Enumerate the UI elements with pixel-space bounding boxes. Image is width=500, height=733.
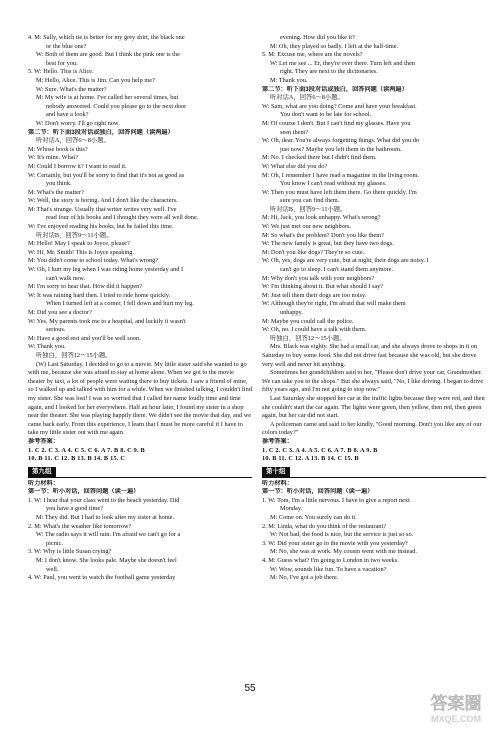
text-line: W: Hi, Mr. Smith! This is Joyce speaking.	[28, 248, 134, 256]
text-line: M: Oh, I remember I have read a magazine in the living room.	[262, 171, 420, 179]
text-line: 1. W: Tom, I'm a little nervous. I have to give a report next	[262, 496, 410, 504]
text-line: 2. M: Linda, what do you think of the restaurant?	[262, 522, 386, 530]
text-line: 听独白，回答12～15小题。	[270, 334, 346, 342]
text-paragraph: Sometimes her grandchildren said to her, "Please don't drive your car, Grandmother. We can take you to the shops." But she always said, "No, I like driving. I began to drive fifty years ago, and I'm not going to stop now."	[262, 369, 484, 394]
text-line: 听对话A，回答6～8小题。	[270, 94, 344, 102]
text-line: M: So what's the problem? Don't you like them?	[262, 231, 384, 239]
text-line: 10. B 11. C 12. A 13. B 14. C 15. B	[262, 455, 359, 463]
text-line: W: Sam, what are you doing? Come and have your breakfast.	[262, 102, 417, 110]
text-line: 5. W: Hello. This is Alice.	[28, 68, 94, 76]
text-line: 听力材料：	[28, 479, 59, 487]
text-line: well.	[46, 565, 59, 573]
text-line: sure you can find them.	[280, 197, 340, 205]
text-paragraph: Mrs. Black was eighty. She had a small car, and she always drove to shops in it on Saturday to buy some food. She did not drive fast because she was old, but she drove very well and never hit anything.	[262, 343, 478, 368]
text-line: M: Just tell them their dogs are too noisy.	[262, 291, 367, 299]
text-paragraph: Last Saturday she stopped her car at the traffic lights because they were red, and then she couldn't start the car again. The lights were green, then yellow, then red, then green again, but her car did not start.	[262, 394, 485, 420]
text-line: or the blue one?	[46, 42, 87, 50]
text-line: 2. M: What's the weather like tomorrow?	[28, 522, 132, 530]
text-line: M: I'm sorry to hear that. How did it happen?	[28, 283, 143, 291]
text-line: M: Maybe you could call the police.	[262, 317, 354, 325]
text-line: 第一节：听小对话，回答问题（读一遍）	[262, 488, 374, 496]
text-line: You don't want to be late for school.	[280, 111, 372, 119]
text-line: M: No, I've got a job there.	[270, 574, 339, 582]
text-line: W: Oh, I hurt my leg when I was riding home yesterday and I	[28, 266, 184, 274]
text-line: W: It's mine. What?	[28, 154, 79, 162]
text-line: read four of his books and I thought they were all well done.	[46, 214, 199, 222]
watermark-logo-icon	[418, 689, 494, 727]
text-line: M: Have a good rest and you'll be well soon.	[28, 334, 141, 342]
text-line: W: Oh, no. I could have a talk with them.	[262, 326, 367, 334]
text-line: 1. C 2. C 3. A 4. C 5. C 6. A 7. B 8. C 9. B	[28, 446, 145, 454]
text-line: 听对话B，回答9～11小题。	[36, 231, 113, 239]
text-line: right. They are next to the dictionaries.	[280, 68, 378, 76]
text-line: can't go to sleep. I can't stand them anymore.	[280, 266, 394, 274]
text-paragraph: A policeman came and said to her kindly, "Good morning. Don't you like any of our colors today?"	[262, 420, 482, 437]
text-line: W: Then you must have left them there. Go there quickly. I'm	[262, 188, 417, 196]
text-line: unhappy.	[280, 309, 303, 316]
text-line: 3. W: Did your sister go to the movie with you yesterday?	[262, 539, 408, 547]
text-line: W: Well, the story is boring. And I don't like the characters.	[28, 197, 178, 205]
text-line: M: Thank you.	[270, 76, 308, 84]
text-line: W: Oh, yes, dogs are very cute, but at night, their dogs are noisy. I	[262, 257, 429, 265]
text-line: You know I can't read without my glasses.	[280, 180, 387, 188]
text-line: W: Sure. What's the matter?	[36, 85, 107, 93]
text-line: M: Did you see a doctor?	[28, 309, 92, 316]
text-line: W: Wow, sounds like fun. To have a vacation?	[270, 565, 387, 573]
section-tag: 第九组	[28, 467, 56, 477]
watermark-logo	[418, 689, 494, 727]
text-line: M: You didn't come to school today. What's wrong?	[28, 257, 159, 265]
watermark-text: 答案圈	[430, 694, 482, 713]
left-column	[28, 34, 252, 583]
text-line: M: Whose book is this?	[28, 145, 88, 153]
section-tag: 第十组	[262, 467, 290, 477]
text-line: W: Yes. My parents took me to a hospital, and luckily it wasn't	[28, 317, 186, 325]
text-paragraph: (W) Last Saturday, I decided to go to a movie. My little sister said she wanted to go with me, because she was afraid to stay at home alone. When we got to the movie theater by taxi, a lot of people were waiting there to buy tickets. I saw a friend of mine, so I walked up and talked with him for a while. When we finished talking, I couldn't find my sister. She was lost! I was so worried that I called her name loudly time and time again, and I looked for her everywhere. Half an hour later, I found my sister in a shop near the theater. She was playing happily there. We didn't see the movie that day, and we came back early. From this experience, I learn that I must be more careful if I have to take my little sister out with me again.	[28, 360, 252, 437]
text-line: 听力材料：	[262, 479, 293, 487]
text-line: W: Although they're right, I'm afraid that will make them	[262, 300, 406, 308]
text-line: can't walk now.	[46, 274, 86, 282]
text-line: M: Hi, Jack, you look unhappy. What's wrong?	[262, 214, 381, 222]
text-line: 听独白，回答12～15小题。	[36, 351, 112, 359]
text-line: 4. M: Guess what? I'm going to London in two weeks.	[262, 557, 399, 565]
section-header	[262, 467, 486, 478]
section-rule	[262, 477, 486, 478]
text-line: W: What else did you do?	[262, 162, 328, 170]
text-line: evening. How did you like it?	[280, 34, 355, 41]
text-line: serious.	[46, 326, 66, 334]
text-line: M: What's the matter?	[28, 188, 84, 196]
text-line: 4. W: Paul, you went to watch the football game yesterday	[28, 574, 176, 582]
section-rule	[28, 477, 252, 478]
text-line: picnic.	[46, 539, 63, 547]
text-line: M: Don't you like dogs? They're so cute.	[262, 248, 365, 256]
text-line: W: Don't worry. I'll go right now.	[36, 119, 120, 127]
text-line: M: Come on. You surely can do it.	[270, 514, 357, 522]
text-line: you think.	[46, 180, 72, 188]
section-header	[28, 467, 252, 478]
page-number: 55	[244, 683, 256, 694]
text-line: 1. W: I hear that your class went to the beach yesterday. Did	[28, 496, 180, 504]
text-line: W: It was raining hard then. I tried to ride home quickly.	[28, 291, 171, 299]
text-line: W: The new family is great, but they have two dogs.	[262, 240, 394, 248]
text-line: 听对话A，回答6～8小题。	[36, 137, 110, 145]
text-line: M: My wife is at home. I've called her several times, but	[36, 94, 179, 102]
text-line: W: We just met our new neighbors.	[262, 223, 351, 231]
text-line: W: Oh, dear. You're always forgetting things. What did you do	[262, 137, 420, 145]
text-line: W: I've enjoyed reading his books, but he failed this time.	[28, 223, 174, 231]
text-line: 听对话B，回答9～11小题。	[270, 205, 347, 213]
text-line: W: Let me see ... Er, they're over there. Turn left and then	[270, 59, 415, 67]
text-line: W: The radio says it will rain. I'm afraid we can't go for a	[36, 531, 181, 539]
text-line: M: Oh, they played so badly. I left at the half-time.	[270, 42, 399, 50]
text-line: and have a look?	[46, 111, 89, 119]
text-line: 5. M: Excuse me, where are the novels?	[262, 51, 363, 59]
text-line: 4. M: Sally, which tie is better for my grey shirt, the black one	[28, 34, 185, 41]
text-line: M: Could I borrow it? I want to read it.	[28, 162, 127, 170]
watermark-sub: MXQE.COM	[430, 714, 482, 724]
text-line: 第二节：听下面3段对话或独白，回答问题（读两遍）	[28, 128, 174, 136]
text-line: M: They did. But I had to look after my sister at home.	[36, 514, 175, 522]
text-line: just now? Maybe you left them in the bathroom.	[280, 145, 402, 153]
text-line: M: Of course I don't. But I can't find my glasses. Have you	[262, 119, 411, 127]
text-line: 第二节：听下面3段对话或独白，回答问题（读两遍）	[262, 85, 408, 93]
text-line: best for you.	[46, 59, 78, 67]
text-line: M: Why don't you talk with your neighbors?	[262, 274, 375, 282]
text-line: M: Hello, Alice. This is Jim. Can you help me?	[36, 76, 155, 84]
text-line: W: Thank you.	[28, 343, 66, 351]
text-line: W: I'm thinking about it. But what should I say?	[262, 283, 384, 291]
text-line: 10. B 11. C 12. B 13. B 14. B 15. C	[28, 455, 126, 463]
text-line: M: Hello! May I speak to Joyce, please?	[28, 240, 130, 248]
text-line: M: No. I checked there but I didn't find them.	[262, 154, 377, 162]
text-line: M: I don't know. She looks pale. Maybe she doesn't feel	[36, 557, 177, 565]
text-line: seen them?	[280, 128, 309, 136]
text-line: 3. W: Why is little Susan crying?	[28, 548, 112, 556]
text-line: M: That's strange. Usually that writer writes very well. I've	[28, 205, 177, 213]
right-column	[262, 34, 486, 583]
text-line: 1. C 2. C 3. A 4. A 5. C 6. A 7. B 8. A 9. B	[262, 446, 378, 454]
text-line: Monday.	[280, 505, 303, 513]
text-line: When I turned left at a corner, I fell down and hurt my leg.	[46, 300, 194, 308]
text-line: you have a good time?	[46, 505, 104, 513]
text-line: M: No, she was at work. My cousin went with me instead.	[270, 548, 417, 556]
text-line: W: Both of them are good. But I think the pink one is the	[36, 51, 180, 59]
text-line: W: Certainly, but you'll be sorry to find that it's not as good as	[28, 171, 185, 179]
text-line: 参考答案：	[262, 437, 293, 445]
text-line: W: Not bad, the food is nice, but the service is just so so.	[270, 531, 414, 539]
text-line: nobody answered. Could you please go to the next door	[46, 102, 187, 110]
text-line: 第一节：听小对话，回答问题（读一遍）	[28, 488, 140, 496]
text-line: 参考答案：	[28, 437, 59, 445]
